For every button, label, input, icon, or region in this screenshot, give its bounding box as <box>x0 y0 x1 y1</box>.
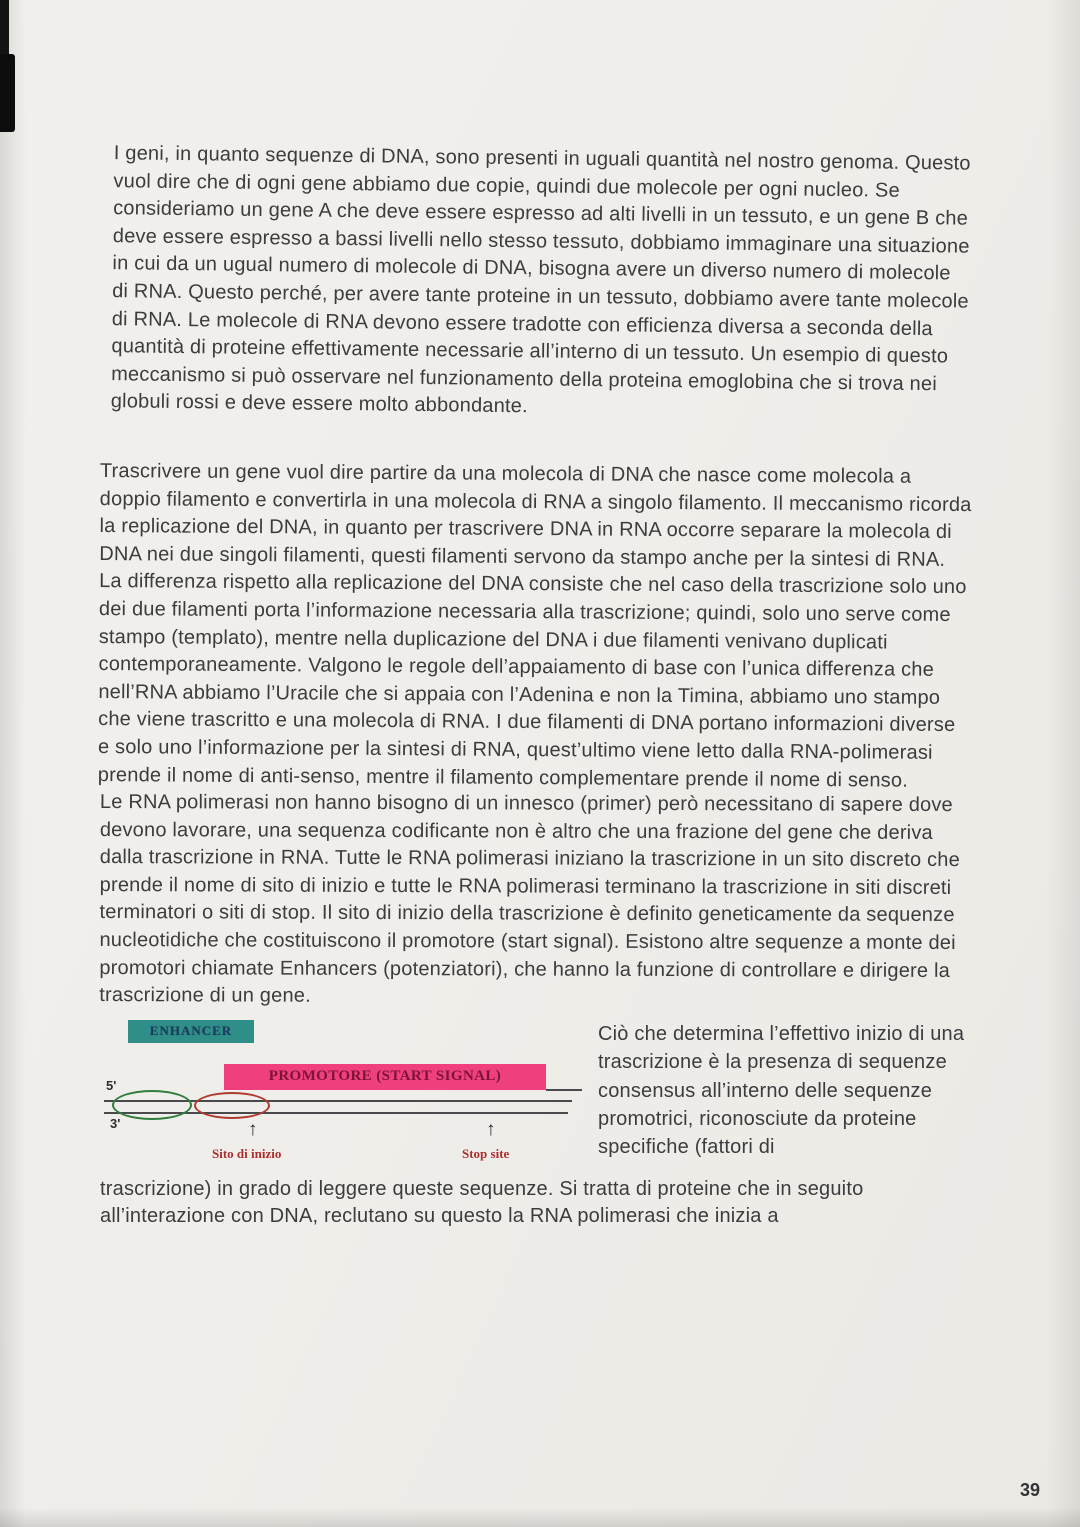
start-site-arrow-icon: ↑ <box>248 1118 258 1140</box>
red-ellipse-marker <box>194 1092 270 1119</box>
page-content <box>97 140 985 1231</box>
leader-line-to-text <box>546 1089 582 1091</box>
paragraph-genes-copies: I geni, in quanto sequenze di DNA, sono presenti in uguali quantità nel nostro genoma. Questo vuol dire che di ogni gene abbiamo due copie, quindi due molecole per ogni nucleo. Se consideriamo un gene A che deve essere espresso ad alti livelli in un tessuto, e un gene B che deve essere espresso a bassi livelli nello stesso tessuto, dobbiamo immaginare una situazione in cui da un ugual numero di molecole di DNA, bisogna avere un diverso numero di molecole di RNA. Questo perché, per avere tante proteine in un tessuto, dobbiamo avere tante molecole di RNA. Le molecole di RNA devono essere tradotte con efficienza diversa a seconda della quantità di proteine effettivamente necessarie all’interno di un tessuto. Un esempio di questo meccanismo si può osservare nel funzionamento della proteina emoglobina che si trova nei globuli rossi e deve essere molto abbondante. <box>110 142 971 418</box>
diagram-and-side-text-row <box>100 1020 985 1168</box>
transcription-unit-diagram <box>100 1020 586 1168</box>
paragraph-transcription-mechanism: Trascrivere un gene vuol dire partire da una molecola di DNA che nasce come molecola a doppio filamento e convertirla in una molecola di RNA a singolo filamento. Il meccanismo ricorda la replicazione del DNA, in quanto per trascrivere DNA in RNA occorre separare la molecola di DNA nei due singoli filamenti, questi filamenti servono da stampo anche per la sintesi di RNA. La differenza rispetto alla replicazione del DNA consiste che nel caso della trascrizione solo uno dei due filamenti porta l’informazione necessaria alla trascrizione; quindi, solo uno serve come stampo (templato), mentre nella duplicazione del DNA i due filamenti venivano duplicati contemporaneamente. Valgono le regole dell’appaiamento di base con l’unica differenza che nell’RNA abbiamo l’Uracile che si appaia con l’Adenina e non la Timina, abbiamo uno stampo che viene trascritto e una molecola di RNA. I due filamenti di DNA portano informazioni diverse e solo uno l’informazione per la sintesi di RNA, quest’ultimo viene letto dalla RNA-polimerasi prende il nome di anti-senso, mentre il filamento complementare prende il nome di senso. <box>97 459 972 792</box>
promoter-box: PROMOTORE (START SIGNAL) <box>224 1064 546 1090</box>
stop-site-arrow-icon: ↑ <box>486 1118 496 1140</box>
five-prime-label: 5' <box>106 1077 117 1093</box>
paragraph-consensus-sequences: Ciò che determina l’effettivo inizio di una trascrizione è la presenza di sequenze consensus all’interno delle sequenze promotrici, riconosciute da proteine specifiche (fattori di <box>598 1022 965 1159</box>
left-edge-shadow <box>0 0 26 1527</box>
scan-artifact-bar-lower <box>0 54 15 132</box>
stop-site-label: Stop site <box>462 1145 510 1161</box>
enhancer-box: ENHANCER <box>128 1020 254 1043</box>
three-prime-label: 3' <box>110 1115 121 1131</box>
green-ellipse-marker <box>112 1090 192 1120</box>
scan-artifact-bar-top <box>0 0 9 54</box>
right-edge-shadow <box>1046 0 1080 1527</box>
paragraph-rna-polymerase-sites: Le RNA polimerasi non hanno bisogno di un innesco (primer) però necessitano di sapere dove devono lavorare, una sequenza codificante non è altro che una frazione del gene che deriva dalla trascrizione in RNA. Tutte le RNA polimerasi iniziano la trascrizione in un sito discreto che prende il nome di sito di inizio e tutte le RNA polimerasi terminano la trascrizione in siti discreti terminatori o siti di stop. Il sito di inizio della trascrizione è definito geneticamente da sequenze nucleotidiche che costituiscono il promotore (start signal). Esistono altre sequenze a monte dei promotori chiamate Enhancers (potenziatori), che hanno la funzione di controllare e dirigere la trascrizione di un gene. <box>99 791 960 1007</box>
paragraph-transcription-factors-continuation: trascrizione) in grado di leggere queste sequenze. Si tratta di proteine che in seguito all’interazione con DNA, reclutano su questo la RNA polimerasi che inizia a <box>100 1177 864 1228</box>
page-number: 39 <box>1019 1480 1040 1500</box>
start-site-label: Sito di inizio <box>212 1145 282 1161</box>
bottom-edge-shadow <box>0 1507 1080 1527</box>
